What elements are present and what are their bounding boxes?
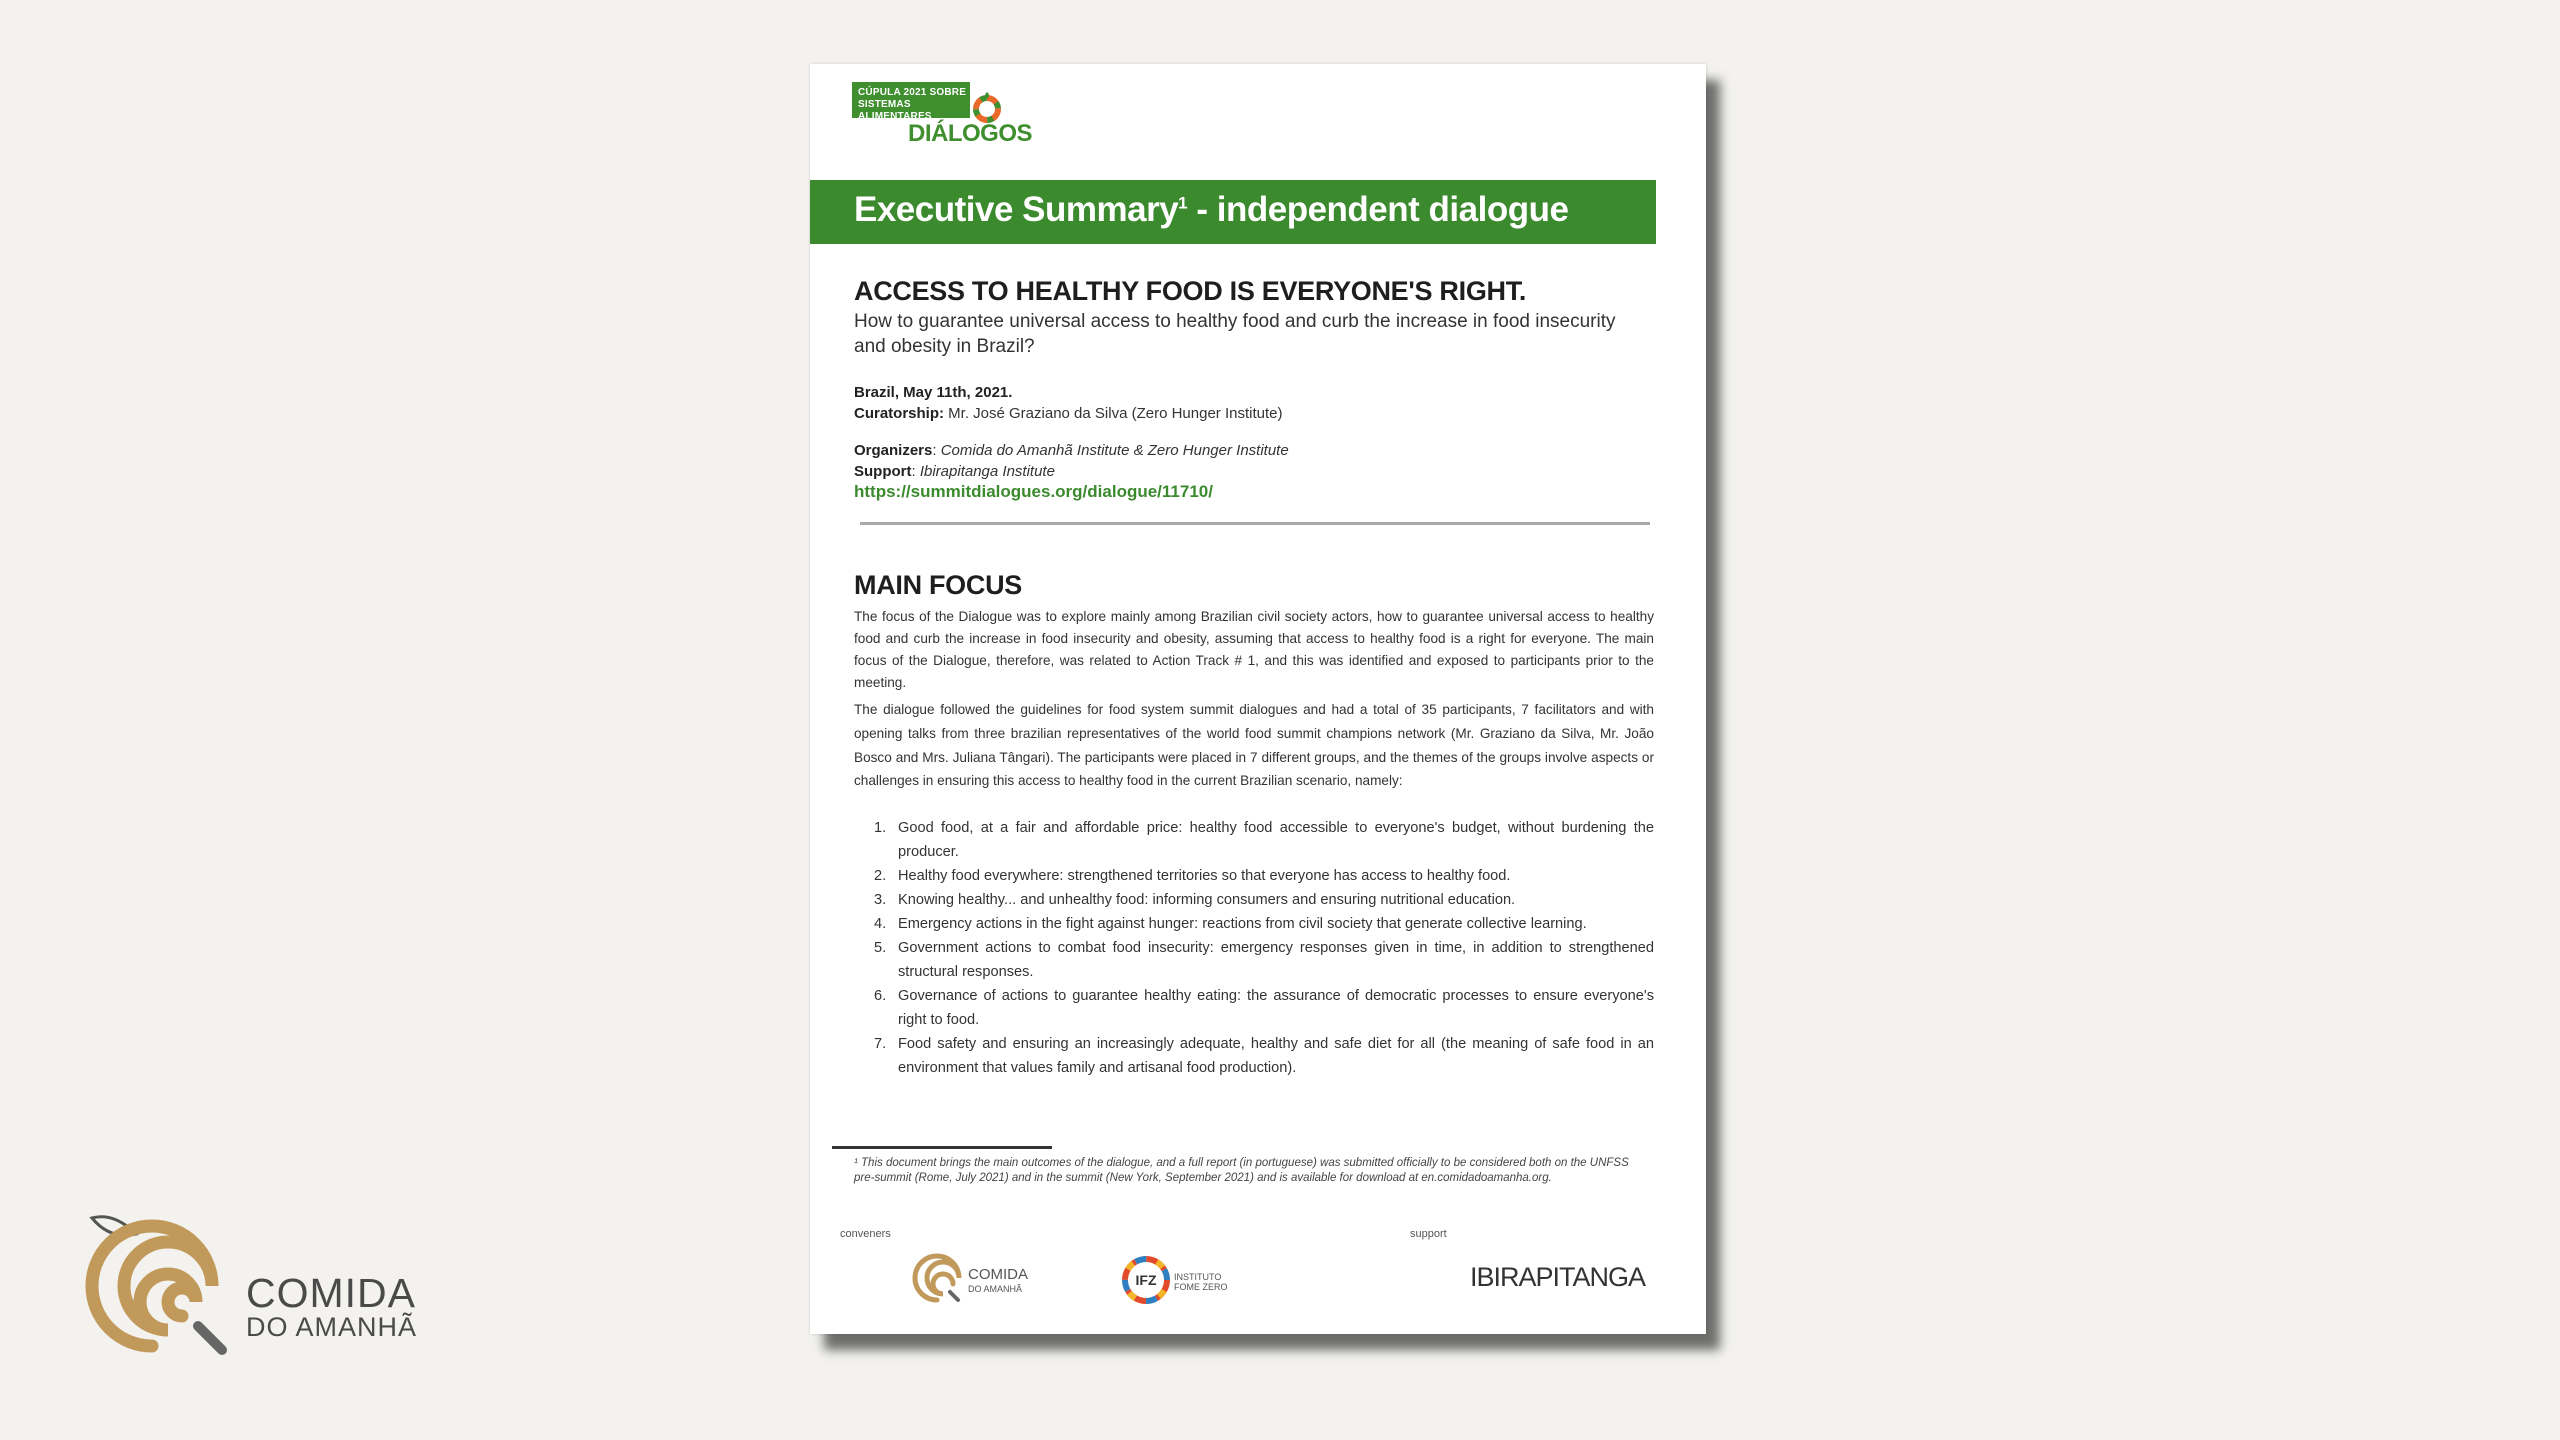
banner-title: Executive Summary — [854, 190, 1179, 229]
main-focus-paragraph-2: The dialogue followed the guidelines for food system summit dialogues and had a total of 35 participants, 7 facilitators and with opening talks from three brazilian representatives of the world food summit champions network (Mr. Graziano da Silva, Mr. João Bosco and Mrs. Juliana Tângari). The participants were placed in 7 different groups, and the themes of the groups involve aspects or challenges in ensuring this access to healthy food in the current Brazilian scenario, namely: — [854, 702, 1654, 789]
support-value: Ibirapitanga Institute — [919, 463, 1055, 480]
curatorship-value: Mr. José Graziano da Silva (Zero Hunger Institute) — [944, 405, 1283, 422]
support-footer-label: support — [1410, 1228, 1447, 1240]
list-item-text: Food safety and ensuring an increasingly adequate, healthy and safe diet for all (the meaning of safe food in an environment that values family and artisanal food production). — [898, 1036, 1654, 1076]
list-item — [854, 912, 1654, 936]
list-item-number: 7. — [874, 1036, 887, 1052]
footnote: ¹ This document brings the main outcomes of the dialogue, and a full report (in portuguese) was submitted officially to be considered both on the UNFSS pre-summit (Rome, July 2021) and in the summit (New York, September 2021) and is available for download at en.comidadoamanha.org. — [854, 1157, 1629, 1184]
organizers-label: Organizers — [854, 442, 933, 459]
list-item-number: 5. — [874, 940, 887, 956]
support-label: Support — [854, 463, 912, 480]
document-heading: ACCESS TO HEALTHY FOOD IS EVERYONE'S RIGHT. — [854, 276, 1527, 306]
list-item — [854, 888, 1654, 912]
organizers-value: Comida do Amanhã Institute & Zero Hunger Institute — [940, 442, 1289, 459]
logo-word: DIÁLOGOS — [908, 120, 1033, 147]
comida-spiral-small-icon — [910, 1250, 964, 1306]
list-item-text: Governance of actions to guarantee healthy eating: the assurance of democratic processes to ensure everyone's right to food. — [898, 988, 1654, 1028]
list-item-number: 6. — [874, 988, 887, 1004]
list-item — [854, 984, 1654, 1032]
banner-suffix: - independent dialogue — [1187, 190, 1569, 229]
list-item — [854, 816, 1654, 864]
partner-ibirapitanga-logo: IBIRAPITANGA — [1470, 1262, 1646, 1292]
dialogues-logo-box — [852, 82, 970, 122]
partner-ifz-logo — [1174, 1272, 1228, 1292]
list-item — [854, 1032, 1654, 1080]
summit-ring-icon — [970, 90, 1004, 124]
dialogue-themes-list — [854, 816, 1654, 1080]
dialogue-link[interactable]: https://summitdialogues.org/dialogue/11710/ — [854, 482, 1213, 501]
brand-name-line1: COMIDA — [246, 1270, 416, 1316]
list-item-text: Knowing healthy... and unhealthy food: informing consumers and ensuring nutritional education. — [898, 892, 1516, 908]
list-item-number: 1. — [874, 820, 887, 836]
executive-summary-banner — [810, 180, 1656, 244]
document-page — [810, 64, 1706, 1334]
list-item-number: 2. — [874, 868, 887, 884]
list-item-number: 4. — [874, 916, 887, 932]
ifz-badge-text: IFZ — [1135, 1272, 1157, 1288]
comida-do-amanha-brand — [70, 1204, 450, 1374]
brand-name-line2: DO AMANHÃ — [246, 1312, 418, 1342]
partner-ifz-line1: INSTITUTO — [1174, 1272, 1222, 1282]
logo-line-2: SISTEMAS ALIMENTARES — [858, 99, 932, 122]
list-item — [854, 936, 1654, 984]
list-item-text: Government actions to combat food insecurity: emergency responses given in time, in addition to strengthened structural responses. — [898, 940, 1654, 980]
list-item — [854, 864, 1654, 888]
document-subheading: How to guarantee universal access to healthy food and curb the increase in food insecurity and obesity in Brazil? — [854, 311, 1616, 357]
list-item-text: Good food, at a fair and affordable price: healthy food accessible to everyone's budget, without burdening the producer. — [898, 820, 1654, 860]
banner-footnote-mark: 1 — [1178, 193, 1188, 213]
main-focus-title: MAIN FOCUS — [854, 570, 1022, 600]
footnote-rule — [832, 1146, 1052, 1149]
conveners-label: conveners — [840, 1228, 891, 1240]
partner-ifz-line2: FOME ZERO — [1174, 1282, 1228, 1292]
list-item-number: 3. — [874, 892, 887, 908]
list-item-text: Emergency actions in the fight against hunger: reactions from civil society that generate collective learning. — [898, 916, 1587, 932]
main-focus-paragraph-1: The focus of the Dialogue was to explore mainly among Brazilian civil society actors, how to guarantee universal access to healthy food and curb the increase in food insecurity and obesity, assuming that access to healthy food is a right for everyone. The main focus of the Dialogue, therefore, was related to Action Track # 1, and this was identified and exposed to participants prior to the meeting. — [854, 609, 1654, 690]
partner-comida-line1: COMIDA — [968, 1266, 1028, 1283]
list-item-text: Healthy food everywhere: strengthened territories so that everyone has access to healthy food. — [898, 868, 1511, 884]
ifz-ring-icon — [1120, 1254, 1172, 1306]
partner-comida-logo — [968, 1268, 1028, 1296]
partner-comida-line2: DO AMANHÃ — [968, 1284, 1023, 1294]
dialogues-logo — [852, 82, 1033, 157]
comida-spiral-logo-icon — [70, 1204, 240, 1374]
section-divider — [860, 522, 1650, 525]
logo-line-1: CÚPULA 2021 SOBRE — [858, 87, 967, 98]
date-line: Brazil, May 11th, 2021. — [854, 384, 1013, 401]
meta-block-2: Organizers: Comida do Amanhã Institute & Zero Hunger Institute Support: Ibirapitanga Institute — [854, 442, 1289, 480]
meta-block-1 — [854, 382, 1282, 424]
curatorship-label: Curatorship: — [854, 405, 944, 422]
